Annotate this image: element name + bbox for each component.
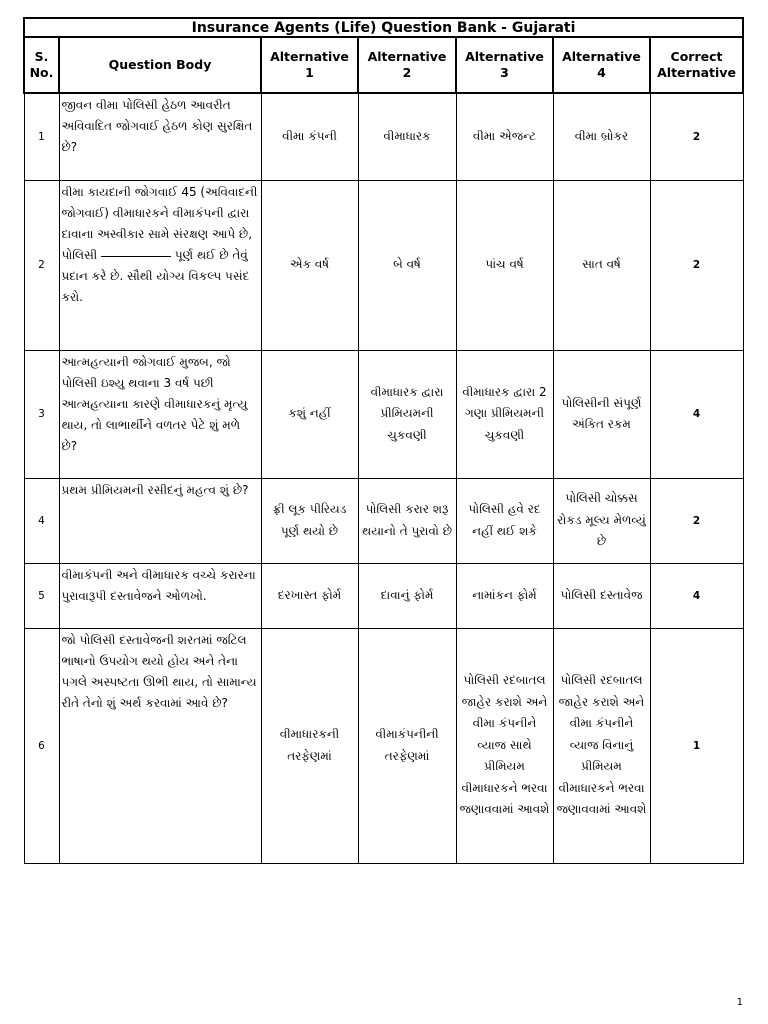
header-row xyxy=(24,37,743,93)
alternative-2: પોલિસી કરાર શરૂ થયાનો તે પુરાવો છે xyxy=(358,478,456,563)
header-sno: S. No. xyxy=(24,37,59,93)
header-alt2: Alternative 2 xyxy=(358,37,456,93)
alternative-2: દાવાનું ફોર્મ xyxy=(358,563,456,628)
question-text-part1: વીમા કાયદાની જોગવાઈ 45 (અવિવાદની જોગવાઈ) વીમાધારકને વીમાકંપની દ્વારા દાવાના અસ્વીકાર સામે સંરક્ષણ આપે છે, પોલિસી xyxy=(61,184,258,262)
alternative-3: પોલિસી હવે રદ નહીં થઈ શકે xyxy=(456,478,553,563)
header-alt3: Alternative 3 xyxy=(456,37,553,93)
correct-alternative: 2 xyxy=(650,93,743,180)
alternative-3: વીમાધારક દ્વારા 2 ગણા પ્રીમિયમની ચુકવણી xyxy=(456,350,553,478)
alternative-3: વીમા એજન્ટ xyxy=(456,93,553,180)
table-row xyxy=(24,180,743,350)
alternative-4: પોલિસીની સંપૂર્ણ અંકિત રકમ xyxy=(553,350,650,478)
header-question: Question Body xyxy=(59,37,261,93)
table-row xyxy=(24,563,743,628)
correct-alternative: 4 xyxy=(650,350,743,478)
question-body: વીમાકંપની અને વીમાધારક વચ્ચે કરારના પુરાવારૂપી દસ્તાવેજને ઓળખો. xyxy=(59,563,261,628)
fill-in-blank xyxy=(101,256,171,257)
correct-alternative: 2 xyxy=(650,478,743,563)
alternative-2: વીમાકંપનીની તરફેણમાં xyxy=(358,628,456,863)
correct-alternative: 4 xyxy=(650,563,743,628)
alternative-3: પોલિસી રદબાતલ જાહેર કરાશે અને વીમા કંપનીને વ્યાજ સાથે પ્રીમિયમ વીમાધારકને ભરવા જણાવવામાં આવશે xyxy=(456,628,553,863)
row-number: 2 xyxy=(24,180,59,350)
row-number: 3 xyxy=(24,350,59,478)
question-body xyxy=(59,180,261,350)
table-row xyxy=(24,350,743,478)
question-body: પ્રથમ પ્રીમિયમની રસીદનું મહત્વ શું છે? xyxy=(59,478,261,563)
header-correct: Correct Alternative xyxy=(650,37,743,93)
correct-alternative: 2 xyxy=(650,180,743,350)
alternative-4: વીમા બ્રોકર xyxy=(553,93,650,180)
row-number: 1 xyxy=(24,93,59,180)
question-body: જો પોલિસી દસ્તાવેજની શરતમાં જટિલ ભાષાનો ઉપયોગ થયો હોય અને તેના પગલે અસ્પષ્ટતા ઊભી થાય, તો સામાન્ય રીતે તેનો શું અર્થ કરવામાં આવે છે? xyxy=(59,628,261,863)
alternative-1: દરખાસ્ત ફોર્મ xyxy=(261,563,358,628)
table-title: Insurance Agents (Life) Question Bank - Gujarati xyxy=(24,18,743,37)
alternative-3: નામાંકન ફોર્મ xyxy=(456,563,553,628)
page-number: 1 xyxy=(736,997,743,1008)
header-alt4: Alternative 4 xyxy=(553,37,650,93)
alternative-2: વીમાધારક xyxy=(358,93,456,180)
alternative-4: સાત વર્ષ xyxy=(553,180,650,350)
question-body: જીવન વીમા પોલિસી હેઠળ આવરીત અવિવાદિત જોગવાઈ હેઠળ કોણ સુરક્ષિત છે? xyxy=(59,93,261,180)
alternative-1: એક વર્ષ xyxy=(261,180,358,350)
title-row xyxy=(24,18,743,37)
alternative-1: વીમાધારકની તરફેણમાં xyxy=(261,628,358,863)
alternative-1: કશું નહીં xyxy=(261,350,358,478)
correct-alternative: 1 xyxy=(650,628,743,863)
alternative-2: વીમાધારક દ્વારા પ્રીમિયમની ચુકવણી xyxy=(358,350,456,478)
table-row xyxy=(24,93,743,180)
header-alt1: Alternative 1 xyxy=(261,37,358,93)
alternative-2: બે વર્ષ xyxy=(358,180,456,350)
row-number: 5 xyxy=(24,563,59,628)
question-body: આત્મહત્યાની જોગવાઈ મુજબ, જો પોલિસી ઇશ્યુ થવાના 3 વર્ષ પછી આત્મહત્યાના કારણે વીમાધારકનું મૃત્યુ થાય, તો લાભાર્થીને વળતર પેટે શું મળે છે? xyxy=(59,350,261,478)
table-row xyxy=(24,478,743,563)
question-bank-table xyxy=(23,17,744,864)
question-text-part2: પૂર્ણ થઈ છે તેવું પ્રદાન કરે છે. સૌથી યોગ્ય વિકલ્પ પસંદ કરો. xyxy=(61,247,250,304)
alternative-1: ફ્રી લૂક પીરિયડ પૂર્ણ થયો છે xyxy=(261,478,358,563)
row-number: 4 xyxy=(24,478,59,563)
alternative-1: વીમા કંપની xyxy=(261,93,358,180)
alternative-4: પોલિસી દસ્તાવેજ xyxy=(553,563,650,628)
alternative-4: પોલિસી રદબાતલ જાહેર કરાશે અને વીમા કંપનીને વ્યાજ વિનાનું પ્રીમિયમ વીમાધારકને ભરવા જણાવવામાં આવશે xyxy=(553,628,650,863)
row-number: 6 xyxy=(24,628,59,863)
alternative-3: પાંચ વર્ષ xyxy=(456,180,553,350)
table-row xyxy=(24,628,743,863)
alternative-4: પોલિસી ચોક્કસ રોકડ મૂલ્ય મેળવ્યું છે xyxy=(553,478,650,563)
